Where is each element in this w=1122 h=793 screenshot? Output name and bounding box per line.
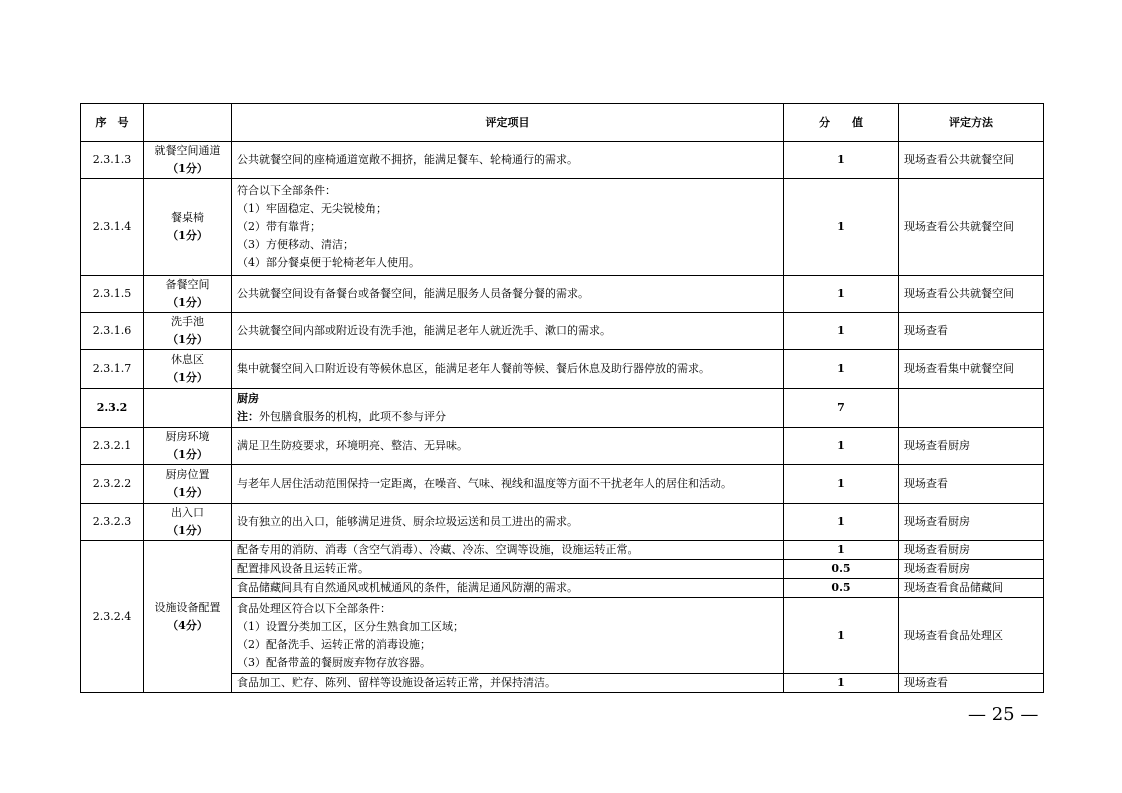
item-name: 厨房环境 [165, 430, 210, 443]
item-number: 2.3.1.5 [81, 276, 144, 313]
item-description [232, 142, 784, 179]
item-line: （3）方便移动、清洁； [237, 238, 354, 251]
item-line: 食品加工、贮存、陈列、留样等设施设备运转正常，并保持清洁。 [237, 676, 556, 689]
section-note-line [237, 408, 778, 426]
item-name: 厨房位置 [165, 468, 210, 481]
item-method: 现场查看食品储藏间 [899, 579, 1044, 598]
item-line: （1）设置分类加工区，区分生熟食加工区域； [237, 619, 464, 633]
item-points: （1分） [167, 162, 208, 175]
section-method [899, 389, 1044, 428]
item-line: 与老年人居住活动范围保持一定距离，在噪音、气味、视线和温度等方面不干扰老年人的居住和活动。 [237, 477, 732, 490]
table-row [81, 350, 1044, 389]
item-points: （1分） [167, 448, 208, 461]
item-line: （2）配备洗手、运转正常的消毒设施； [237, 637, 431, 651]
item-line: （3）配备带盖的餐厨废弃物存放容器。 [237, 655, 431, 669]
item-description [232, 674, 784, 693]
item-score: 1 [784, 350, 899, 389]
header-name [144, 104, 232, 142]
item-name: 就餐空间通道 [154, 144, 221, 157]
item-score: 1 [784, 598, 899, 674]
section-score: 7 [784, 389, 899, 428]
item-score: 1 [784, 504, 899, 541]
item-name-cell [144, 541, 232, 693]
item-name: 洗手池 [171, 315, 204, 328]
item-points: （1分） [167, 333, 208, 346]
table-row [81, 179, 1044, 276]
item-number: 2.3.2.3 [81, 504, 144, 541]
item-method: 现场查看公共就餐空间 [899, 179, 1044, 276]
section-row [81, 389, 1044, 428]
item-description [232, 179, 784, 276]
item-number: 2.3.1.4 [81, 179, 144, 276]
item-name: 餐桌椅 [171, 211, 204, 224]
item-line: （4）部分餐桌便于轮椅老年人使用。 [237, 256, 420, 269]
item-number: 2.3.1.7 [81, 350, 144, 389]
item-name: 设施设备配置 [154, 600, 221, 614]
section-note-label: 注： [237, 410, 259, 423]
table-row [81, 142, 1044, 179]
item-score: 0.5 [784, 560, 899, 579]
item-name: 出入口 [171, 506, 204, 519]
item-score: 1 [784, 428, 899, 465]
item-number: 2.3.2.1 [81, 428, 144, 465]
item-points: （1分） [167, 486, 208, 499]
item-description [232, 504, 784, 541]
item-line: 配备专用的消防、消毒（含空气消毒）、冷藏、冷冻、空调等设施，设施运转正常。 [237, 543, 639, 556]
item-method: 现场查看 [899, 313, 1044, 350]
item-description [232, 541, 784, 560]
item-method: 现场查看 [899, 674, 1044, 693]
item-points: （4分） [167, 618, 208, 632]
item-score: 1 [784, 541, 899, 560]
item-method: 现场查看厨房 [899, 541, 1044, 560]
facility-row [81, 541, 1044, 560]
item-points: （1分） [167, 229, 208, 242]
item-line: 公共就餐空间内部或附近设有洗手池，能满足老年人就近洗手、漱口的需求。 [237, 324, 611, 337]
item-description [232, 579, 784, 598]
item-score: 1 [784, 276, 899, 313]
page-number: — 25 — [968, 704, 1039, 725]
item-score: 1 [784, 674, 899, 693]
item-description [232, 313, 784, 350]
item-points: （1分） [167, 371, 208, 384]
table-row [81, 428, 1044, 465]
header-method: 评定方法 [899, 104, 1044, 142]
table-row [81, 465, 1044, 504]
item-name-cell [144, 313, 232, 350]
item-score: 1 [784, 142, 899, 179]
item-score: 1 [784, 465, 899, 504]
table-row [81, 504, 1044, 541]
item-score: 0.5 [784, 579, 899, 598]
item-line: 设有独立的出入口，能够满足进货、厨余垃圾运送和员工进出的需求。 [237, 515, 578, 528]
item-line: （1）牢固稳定、无尖锐棱角； [237, 202, 387, 215]
item-method: 现场查看厨房 [899, 560, 1044, 579]
section-name-cell [144, 389, 232, 428]
item-method: 现场查看集中就餐空间 [899, 350, 1044, 389]
item-method: 现场查看公共就餐空间 [899, 276, 1044, 313]
item-method: 现场查看食品处理区 [899, 598, 1044, 674]
item-line: 配置排风设备且运转正常。 [237, 562, 369, 575]
item-description [232, 598, 784, 674]
header-no: 序 号 [81, 104, 144, 142]
item-name: 休息区 [171, 353, 204, 366]
item-points: （1分） [167, 296, 208, 309]
evaluation-table [80, 103, 1044, 693]
header-score: 分 值 [784, 104, 899, 142]
section-number: 2.3.2 [81, 389, 144, 428]
item-description [232, 560, 784, 579]
item-number: 2.3.2.4 [81, 541, 144, 693]
section-title: 厨房 [237, 392, 259, 405]
item-number: 2.3.2.2 [81, 465, 144, 504]
section-description [232, 389, 784, 428]
item-name: 备餐空间 [165, 278, 210, 291]
item-score: 1 [784, 179, 899, 276]
item-name-cell [144, 142, 232, 179]
item-number: 2.3.1.3 [81, 142, 144, 179]
item-method: 现场查看厨房 [899, 428, 1044, 465]
item-line: （2）带有靠背； [237, 220, 321, 233]
section-note: 外包膳食服务的机构，此项不参与评分 [259, 410, 446, 423]
item-description [232, 428, 784, 465]
item-name-cell [144, 276, 232, 313]
item-method: 现场查看 [899, 465, 1044, 504]
item-line: 公共就餐空间的座椅通道宽敞不拥挤，能满足餐车、轮椅通行的需求。 [237, 153, 578, 166]
item-line: 食品储藏间具有自然通风或机械通风的条件，能满足通风防潮的需求。 [237, 581, 578, 594]
item-name-cell [144, 465, 232, 504]
item-score: 1 [784, 313, 899, 350]
item-name-cell [144, 179, 232, 276]
table-row [81, 313, 1044, 350]
item-method: 现场查看厨房 [899, 504, 1044, 541]
item-name-cell [144, 350, 232, 389]
item-number: 2.3.1.6 [81, 313, 144, 350]
item-line: 满足卫生防疫要求，环境明亮、整洁、无异味。 [237, 439, 468, 452]
header-item: 评定项目 [232, 104, 784, 142]
item-name-cell [144, 504, 232, 541]
item-method: 现场查看公共就餐空间 [899, 142, 1044, 179]
item-line: 集中就餐空间入口附近设有等候休息区，能满足老年人餐前等候、餐后休息及助行器停放的需求。 [237, 362, 710, 375]
item-line: 公共就餐空间设有备餐台或备餐空间，能满足服务人员备餐分餐的需求。 [237, 287, 589, 300]
item-description [232, 350, 784, 389]
item-description [232, 465, 784, 504]
item-points: （1分） [167, 524, 208, 537]
item-line: 食品处理区符合以下全部条件： [237, 601, 391, 615]
item-description [232, 276, 784, 313]
table-row [81, 276, 1044, 313]
item-line: 符合以下全部条件： [237, 184, 336, 197]
header-row [81, 104, 1044, 142]
item-name-cell [144, 428, 232, 465]
